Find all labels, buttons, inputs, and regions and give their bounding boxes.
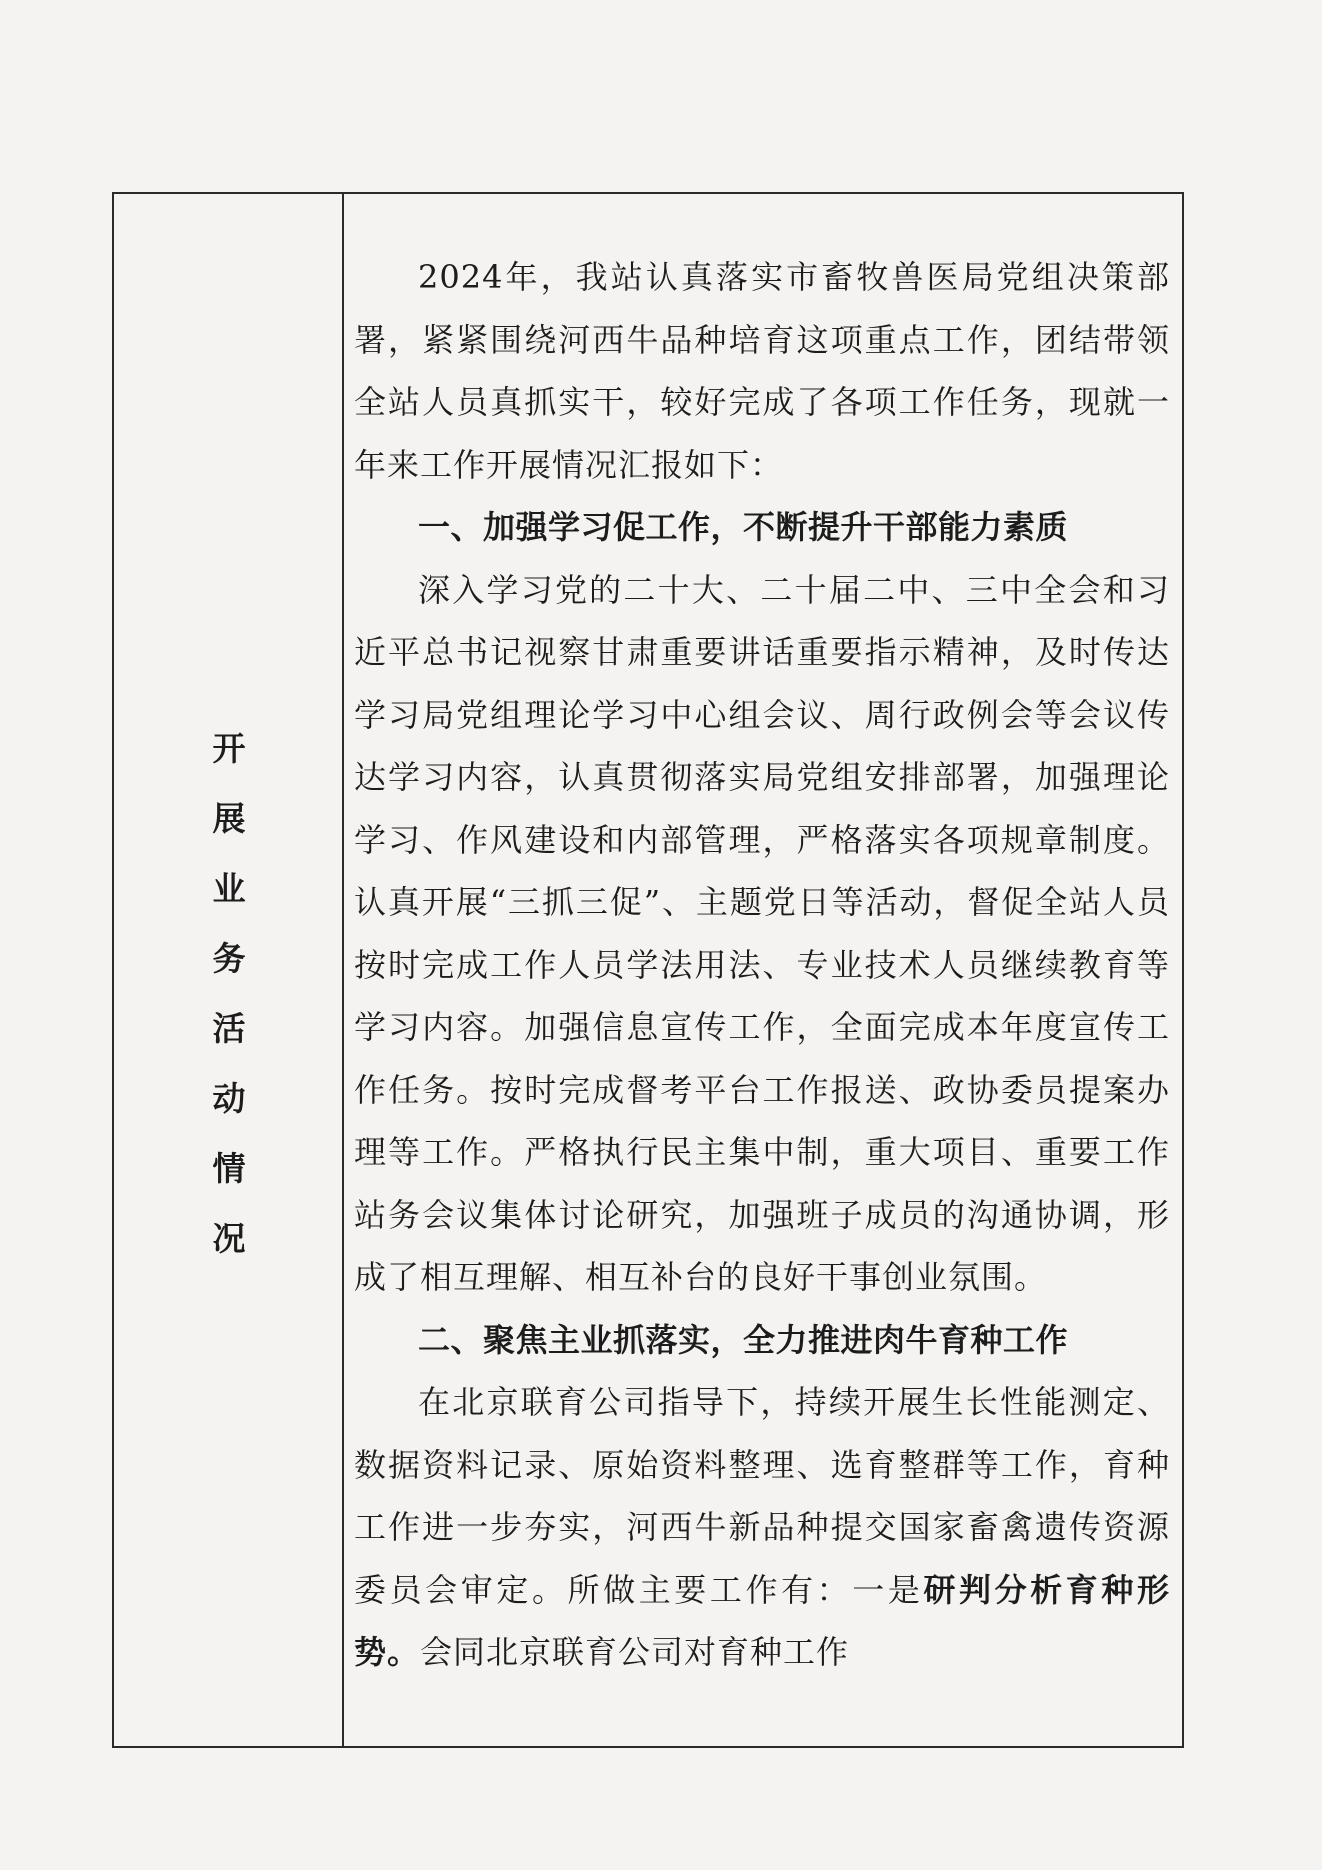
section-label-char: 展 <box>212 799 246 838</box>
intro-paragraph: 2024年，我站认真落实市畜牧兽医局党组决策部署，紧紧围绕河西牛品种培育这项重点工作，团结带领全站人员真抓实干，较好完成了各项工作任务，现就一年来工作开展情况汇报如下： <box>354 258 1170 484</box>
section-label-char: 业 <box>212 869 246 908</box>
section-label-char: 开 <box>212 729 246 768</box>
section-label-char: 情 <box>212 1149 246 1188</box>
content-cell <box>354 246 1170 1684</box>
paragraph-2-end: 会同北京联育公司对育种工作 <box>420 1633 850 1671</box>
section-label <box>206 714 252 1274</box>
section-label-char: 务 <box>212 939 246 978</box>
paragraph-2-start: 在北京联育公司指导下，持续开展生长性能测定、数据资料记录、原始资料整理、选育整群等工作，育种工作进一步夯实，河西牛新品种提交国家畜禽遗传资源委员会审定。所做主要工作有：一是 <box>354 1383 1170 1609</box>
section-heading-1: 一、加强学习促工作，不断提升干部能力素质 <box>418 508 1069 546</box>
paragraph-2-emphasis: 研判分析育种形势。 <box>354 1570 1170 1671</box>
paragraph-1: 深入学习党的二十大、二十届二中、三中全会和习近平总书记视察甘肃重要讲话重要指示精神，及时传达学习局党组理论学习中心组会议、周行政例会等会议传达学习内容，认真贯彻落实局党组安排部署，加强理论学习、作风建设和内部管理，严格落实各项规章制度。认真开展“三抓三促”、主题党日等活动，督促全站人员按时完成工作人员学法用法、专业技术人员继续教育等学习内容。加强信息宣传工作，全面完成本年度宣传工作任务。按时完成督考平台工作报送、政协委员提案办理等工作。严格执行民主集中制，重大项目、重要工作站务会议集体讨论研究，加强班子成员的沟通协调，形成了相互理解、相互补台的良好干事创业氛围。 <box>354 570 1170 1296</box>
report-table <box>112 192 1184 1748</box>
section-label-char: 动 <box>212 1079 246 1118</box>
section-heading-2: 二、聚焦主业抓落实，全力推进肉牛育种工作 <box>418 1320 1069 1359</box>
paragraph-2 <box>354 1371 1170 1684</box>
section-label-cell <box>114 194 344 1746</box>
section-label-char: 活 <box>212 1009 246 1048</box>
section-label-char: 况 <box>212 1219 246 1258</box>
